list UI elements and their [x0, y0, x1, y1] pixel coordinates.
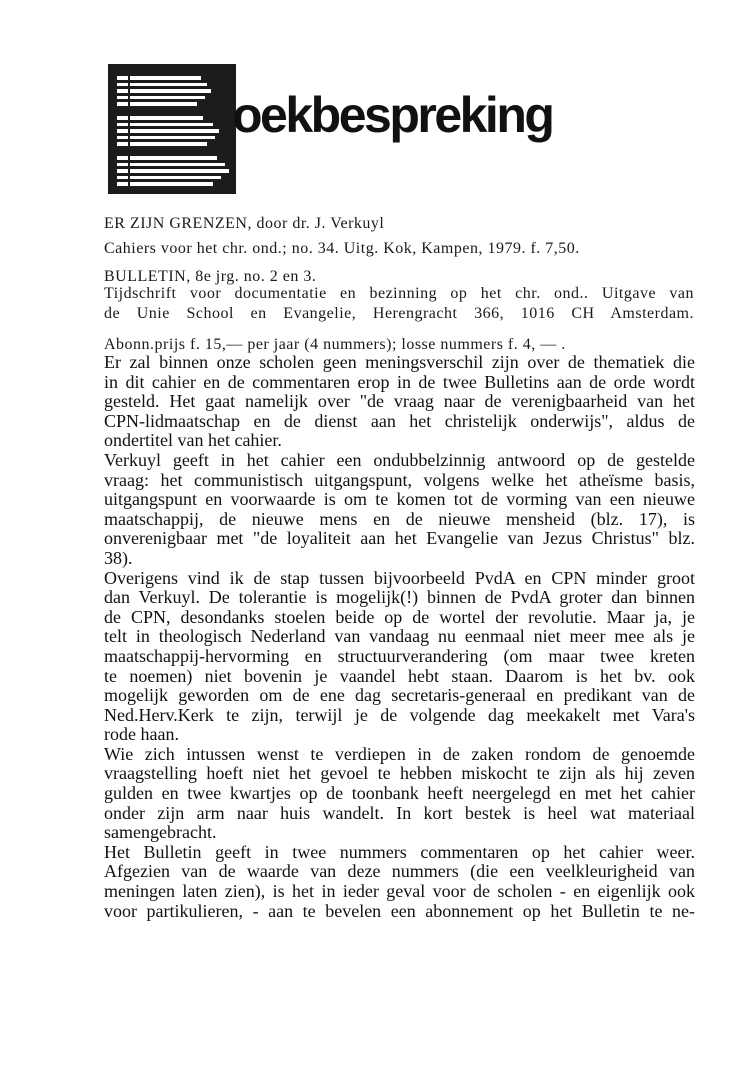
text-line: maatschappij, de nieuwe mens en de nieuwe mensheid (blz. 17), is [104, 508, 695, 529]
book-title-line: ER ZIJN GRENZEN, door dr. J. Verkuyl [104, 215, 385, 232]
text-line: 38). [104, 547, 133, 568]
text-line: mogelijk geworden om de ene dag secretaris-generaal en predikant van de [104, 685, 695, 706]
bulletin-description [104, 284, 694, 336]
text-line: CPN-lidmaatschap en de dienst aan het christelijk onderwijs", aldus de [104, 410, 695, 431]
text-line: maatschappij-hervorming en structuurverandering (om maar twee kreten [104, 645, 695, 666]
text-line: uitgangspunt en voorwaarde is om te komen tot de vorming van een nieuwe [104, 489, 695, 510]
text-line: Verkuyl geeft in het cahier een ondubbelzinnig antwoord op de gestelde [104, 449, 695, 470]
paragraph [104, 569, 695, 745]
text-line: vraagstelling hoeft niet het gevoel te hebben miskocht te zijn als hij zeven [104, 763, 695, 784]
text-line: ondertitel van het cahier. [104, 430, 282, 451]
column-title: oekbespreking [232, 87, 553, 143]
text-line: Afgezien van de waarde van deze nummers (die een veelkleurigheid van [104, 861, 695, 882]
paragraph [104, 353, 695, 451]
text-line: dan Verkuyl. De tolerantie is mogelijk(!) binnen de PvdA groter dan binnen [104, 587, 695, 608]
bulletin-price-line: Abonn.prijs f. 15,— per jaar (4 nummers); losse nummers f. 4, — . [104, 336, 566, 353]
stacked-books-logo-icon [108, 64, 236, 194]
review-text [104, 353, 695, 921]
text-line: Er zal binnen onze scholen geen meningsverschil zijn over de thematiek die [104, 352, 695, 372]
bibliography-block [104, 212, 694, 356]
text-line: rode haan. [104, 724, 179, 745]
text-line: voor partikulieren, - aan te bevelen een abonnement op het Bulletin te ne- [104, 900, 695, 921]
text-line: samengebracht. [104, 822, 217, 843]
bulletin-desc-line: de Unie School en Evangelie, Herengracht 366, 1016 CH Amsterdam. [104, 305, 694, 322]
text-line: Het Bulletin geeft in twee nummers commentaren op het cahier weer. [104, 841, 695, 862]
text-line: gesteld. Het gaat namelijk over "de vraag naar de verenigbaarheid van het [104, 391, 695, 412]
text-line: telt in theologisch Nederland van vandaag nu eenmaal niet meer mee als je [104, 626, 695, 647]
text-line: meningen laten zien), is het in ieder geval voor de scholen - en eigenlijk ook [104, 881, 695, 902]
paragraph [104, 745, 695, 843]
bulletin-desc-line: Tijdschrift voor documentatie en bezinning op het chr. ond.. Uitgave van [104, 285, 694, 302]
text-line: Overigens vind ik de stap tussen bijvoorbeeld PvdA en CPN minder groot [104, 567, 695, 588]
text-line: in dit cahier en de commentaren erop in de twee Bulletins aan de orde wordt [104, 371, 695, 392]
book-publisher-line: Cahiers voor het chr. ond.; no. 34. Uitg. Kok, Kampen, 1979. f. 7,50. [104, 240, 580, 257]
text-line: onder zijn arm naar huis wandelt. In kort bestek is heel wat materiaal [104, 802, 695, 823]
text-line: te noemen) niet bovenin je vaandel hebt staan. Daarom is het bv. ook [104, 665, 695, 686]
text-line: de CPN, desondanks stoelen beide op de wortel der revolutie. Maar ja, je [104, 606, 695, 627]
text-line: onverenigbaar met "de loyaliteit aan het Evangelie van Jezus Christus" blz. [104, 528, 695, 549]
paragraph [104, 843, 695, 921]
paragraph [104, 451, 695, 569]
bulletin-title-line: BULLETIN, 8e jrg. no. 2 en 3. [104, 268, 317, 285]
text-line: Ned.Herv.Kerk te zijn, terwijl je de volgende dag meekakelt met Vara's [104, 704, 695, 725]
text-line: gulden en twee kwartjes op de toonbank heeft neergelegd en met het cahier [104, 783, 695, 804]
masthead [108, 64, 588, 196]
text-line: vraag: het communistisch uitgangspunt, volgens welke het atheïsme basis, [104, 469, 695, 490]
text-line: Wie zich intussen wenst te verdiepen in de zaken rondom de genoemde [104, 743, 695, 764]
